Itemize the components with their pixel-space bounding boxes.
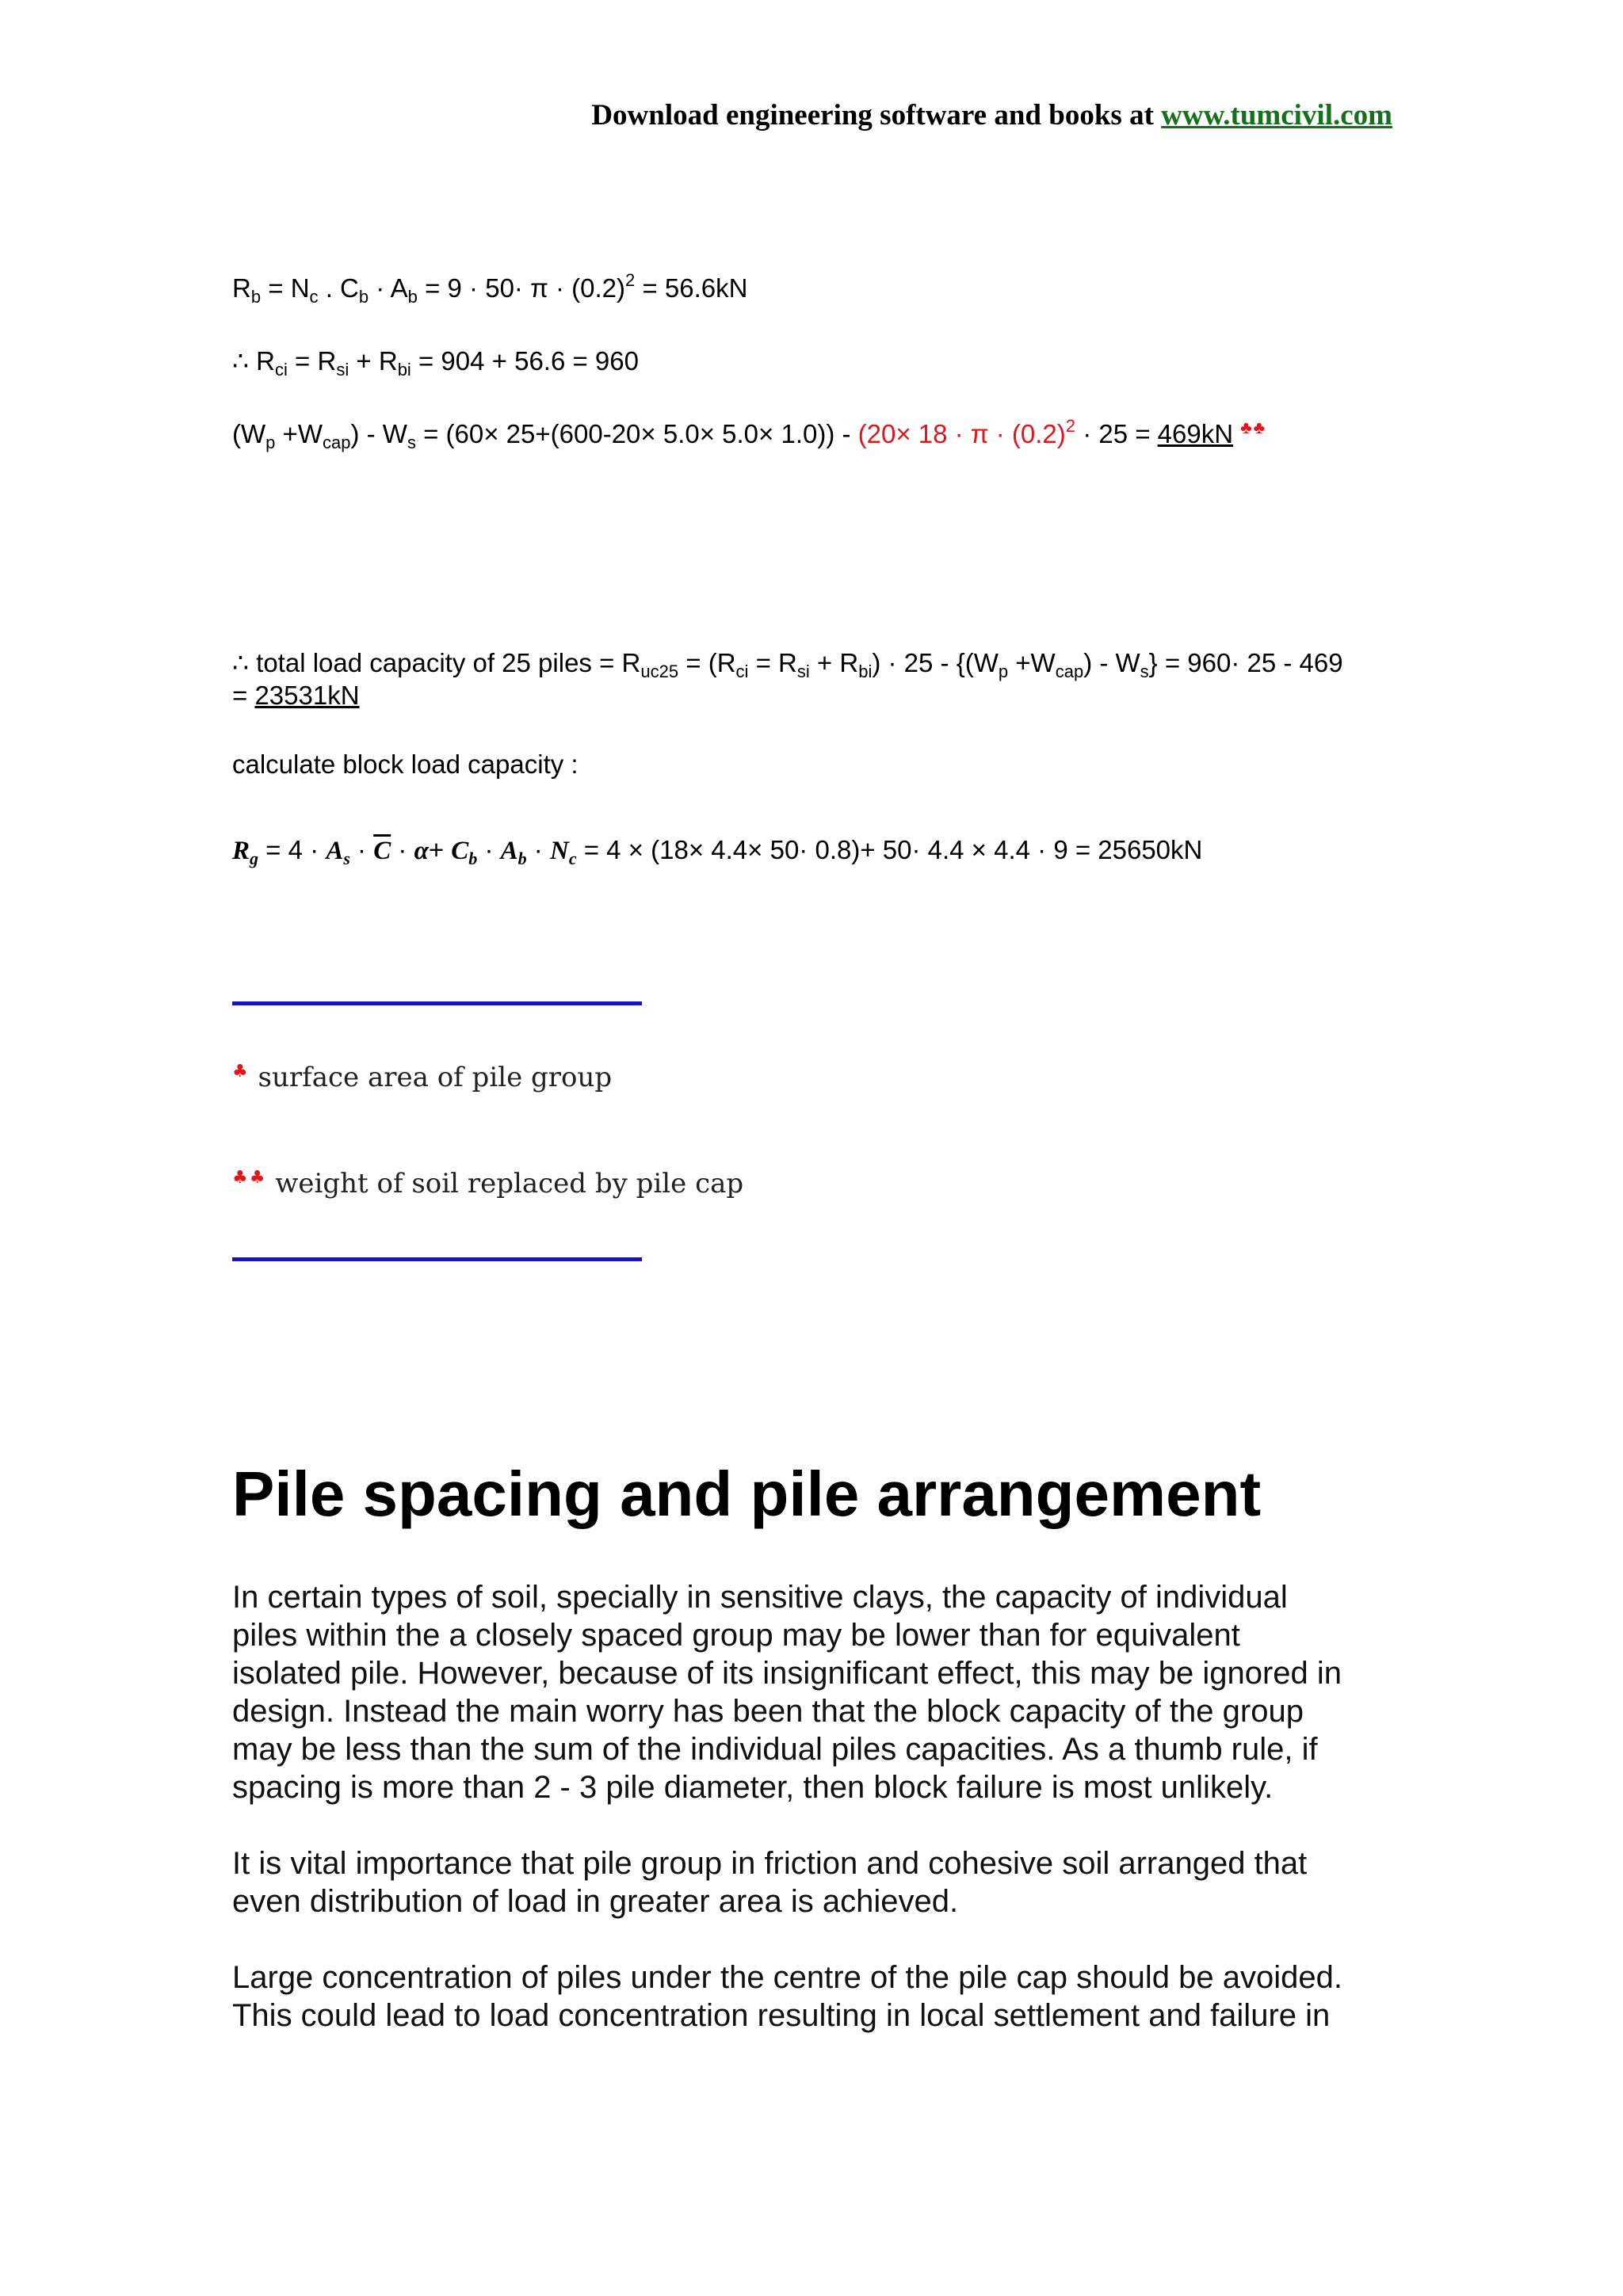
eq-sub: cap	[322, 433, 351, 452]
eq-result: 469kN	[1157, 419, 1234, 448]
equation-rci	[232, 344, 639, 379]
eq-sub: b	[407, 287, 418, 307]
eq-text: = R	[287, 346, 337, 376]
eq-text: = 904 + 56.6 = 960	[411, 346, 639, 376]
eq-sub: c	[309, 287, 319, 307]
paragraph-1	[232, 1578, 1421, 1806]
eq-text: +	[428, 835, 452, 864]
eq-text: ∴ total load capacity of 25 piles = R	[232, 648, 641, 677]
eq-text: · A	[369, 273, 408, 303]
eq-text: R	[232, 273, 251, 303]
eq-text: + R	[809, 648, 859, 677]
eq-sub: g	[250, 849, 259, 868]
eq-sub: ci	[275, 360, 288, 379]
eq-text: = 56.6kN	[635, 273, 748, 303]
eq-sub: b	[517, 849, 527, 868]
eq-symbol: C	[451, 837, 469, 865]
eq-sub: p	[998, 662, 1009, 681]
footnote-1	[232, 1060, 612, 1095]
paragraph-2	[232, 1844, 1421, 1920]
club-icon: ♣♣	[1240, 418, 1267, 437]
eq-text: = N	[261, 273, 310, 303]
paragraph-3	[232, 1958, 1421, 2035]
eq-sub: p	[265, 433, 276, 452]
eq-sub: bi	[858, 662, 873, 681]
eq-text: = (R	[678, 648, 736, 677]
paragraph-line: isolated pile. However, because of its insignificant effect, this may be ignored in	[232, 1656, 1342, 1691]
eq-sub: uc25	[640, 662, 679, 681]
equation-wp	[232, 417, 1266, 452]
eq-symbol: N	[549, 837, 569, 865]
paragraph-line: spacing is more than 2 - 3 pile diameter, then block failure is most unlikely.	[232, 1770, 1274, 1805]
header-link[interactable]: www.tumcivil.com	[1161, 99, 1392, 132]
equation-total	[232, 646, 1343, 681]
eq-text: +W	[275, 419, 323, 448]
eq-text: = 4 × (18× 4.4× 50· 0.8)+ 50· 4.4 × 4.4 · 9 = 25650kN	[576, 835, 1203, 864]
eq-text: = R	[748, 648, 797, 677]
eq-text: ·	[391, 835, 414, 864]
section-heading: Pile spacing and pile arrangement	[232, 1459, 1262, 1529]
eq-sub: ci	[735, 662, 749, 681]
eq-sub: b	[250, 287, 262, 307]
eq-text: + R	[349, 346, 398, 376]
eq-text: =	[232, 681, 255, 710]
club-icon: ♣♣	[232, 1168, 267, 1188]
block-capacity-label: calculate block load capacity :	[232, 749, 579, 779]
equation-block	[232, 833, 1202, 868]
eq-result: 23531kN	[254, 681, 360, 710]
eq-sub: bi	[397, 360, 411, 379]
eq-text: ·	[349, 835, 374, 864]
paragraph-line: Large concentration of piles under the centre of the pile cap should be avoided.	[232, 1960, 1342, 1995]
eq-text: = 9 · 50· π · (0.2)	[417, 273, 626, 303]
eq-text: } = 960· 25 - 469	[1148, 648, 1343, 677]
eq-sub: s	[1140, 662, 1149, 681]
eq-sub: b	[358, 287, 369, 307]
header-text: Download engineering software and books at	[591, 99, 1162, 132]
footnote-rule-bottom	[232, 1257, 642, 1261]
paragraph-line: It is vital importance that pile group in friction and cohesive soil arranged that	[232, 1846, 1308, 1881]
eq-symbol: α	[414, 837, 429, 865]
footnote-text: surface area of pile group	[249, 1062, 613, 1093]
eq-sub: si	[796, 662, 810, 681]
eq-sub: si	[336, 360, 349, 379]
eq-sub: c	[568, 849, 577, 868]
equation-rb	[232, 271, 747, 306]
club-icon: ♣	[232, 1062, 250, 1081]
paragraph-line: design. Instead the main worry has been that the block capacity of the group	[232, 1694, 1304, 1729]
equation-total-line2	[232, 678, 360, 713]
eq-sup: 2	[1065, 416, 1076, 436]
eq-text: +W	[1008, 648, 1056, 677]
footnote-2	[232, 1166, 743, 1201]
paragraph-line: even distribution of load in greater area is achieved.	[232, 1884, 959, 1919]
footnote-text: weight of soil replaced by pile cap	[266, 1168, 744, 1199]
eq-text: ) · 25 - {(W	[872, 648, 999, 677]
eq-sub: s	[343, 849, 350, 868]
eq-red-term: (20× 18 · π · (0.2)	[857, 419, 1066, 448]
eq-text: = (60× 25+(600-20× 5.0× 5.0× 1.0)) -	[415, 419, 858, 448]
eq-text: ) - W	[350, 419, 407, 448]
eq-sub: cap	[1055, 662, 1084, 681]
eq-text: ·	[526, 835, 550, 864]
eq-text: (W	[232, 419, 266, 448]
eq-sub: b	[468, 849, 478, 868]
paragraph-line: may be less than the sum of the individual piles capacities. As a thumb rule, if	[232, 1732, 1318, 1767]
eq-sup: 2	[625, 270, 636, 290]
paragraph-line: piles within the a closely spaced group may be lower than for equivalent	[232, 1618, 1240, 1653]
eq-text: . C	[318, 273, 359, 303]
eq-text: · 25 =	[1075, 419, 1158, 448]
paragraph-line: This could lead to load concentration resulting in local settlement and failure in	[232, 1998, 1331, 2033]
eq-symbol: A	[326, 837, 344, 865]
eq-symbol: A	[500, 837, 518, 865]
eq-symbol: R	[232, 837, 250, 865]
paragraph-line: In certain types of soil, specially in sensitive clays, the capacity of individual	[232, 1580, 1288, 1615]
page-header	[0, 98, 1392, 133]
eq-sub: s	[407, 433, 416, 452]
footnote-rule-top	[232, 1001, 642, 1005]
eq-text: ∴ R	[232, 346, 275, 376]
eq-symbol: $\overline{C}$	[373, 837, 391, 865]
eq-text: ·	[477, 835, 501, 864]
eq-text: ) - W	[1083, 648, 1140, 677]
eq-text: = 4 ·	[258, 835, 327, 864]
